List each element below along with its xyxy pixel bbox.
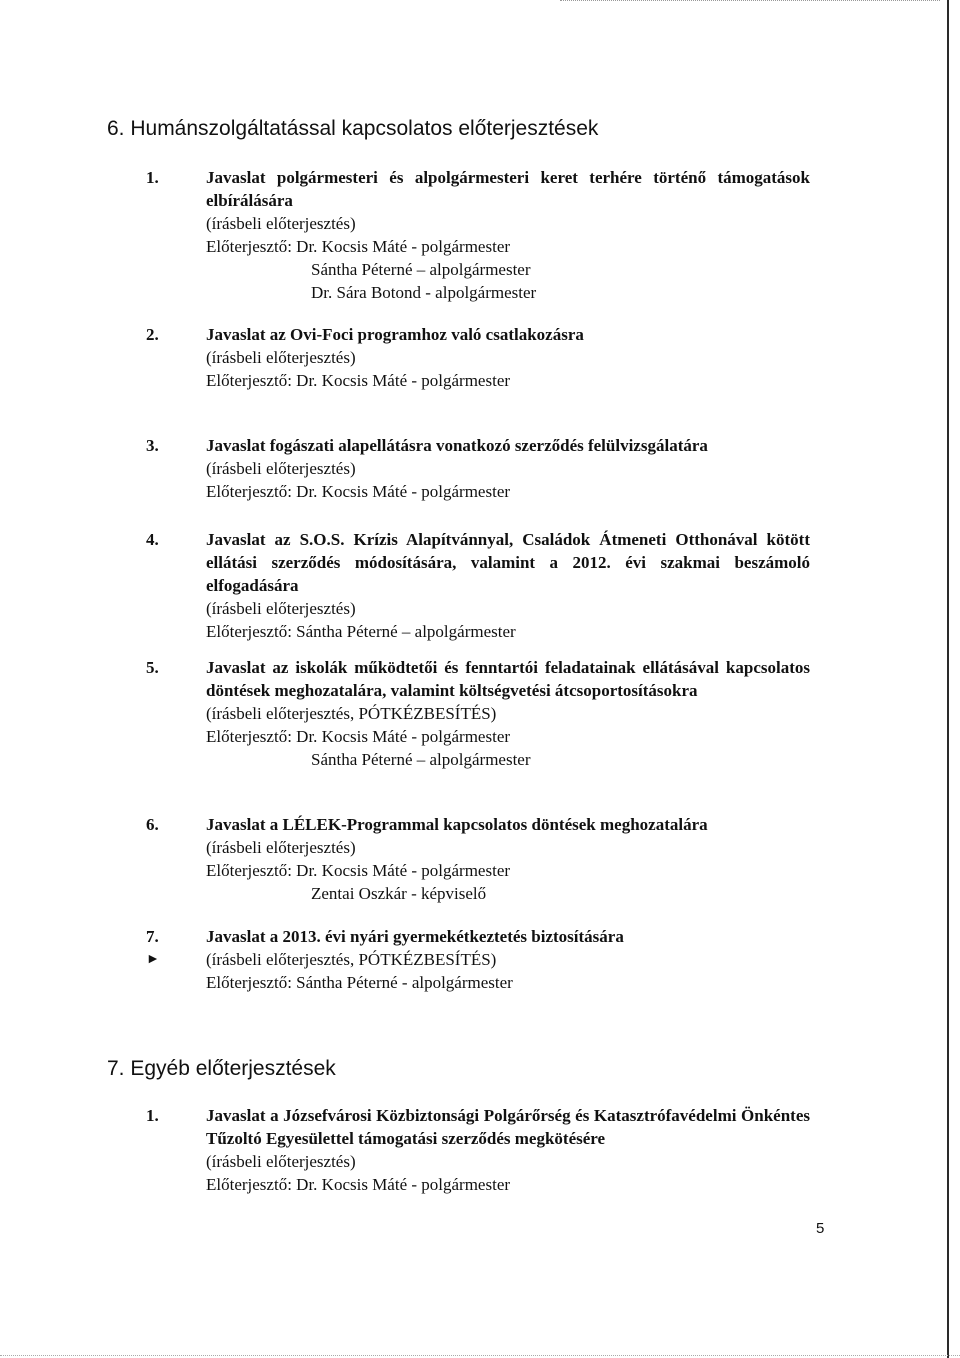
item-presenter: Előterjesztő: Dr. Kocsis Máté - polgármester [206,482,511,501]
item-type: (írásbeli előterjesztés, PÓTKÉZBESÍTÉS) [206,950,497,969]
item-number: 1. [146,1106,159,1125]
item-presenter: Előterjesztő: Dr. Kocsis Máté - polgármester [206,237,511,256]
scan-artifact-right-edge [947,0,949,1358]
item-title: Javaslat az S.O.S. Krízis Alapítvánnyal, Családok Átmeneti Otthonával kötött ellátási szerződés módosítására, valamint a 2012. évi szakmai beszámoló elfogadására [206,530,810,595]
item-title: Javaslat az Ovi-Foci programhoz való csatlakozásra [206,325,584,344]
item-type: (írásbeli előterjesztés) [206,1152,356,1171]
item-presenter: Előterjesztő: Dr. Kocsis Máté - polgármester [206,1175,511,1194]
item-presenter: Előterjesztő: Dr. Kocsis Máté - polgármester [206,861,511,880]
item-title: Javaslat polgármesteri és alpolgármesteri keret terhére történő támogatások elbírálására [206,168,810,210]
item-number: 3. [146,436,159,455]
section-title: 6. Humánszolgáltatással kapcsolatos előterjesztések [107,117,599,140]
item-type: (írásbeli előterjesztés) [206,599,356,618]
item-type: (írásbeli előterjesztés) [206,214,356,233]
arrow-marker-icon: ► [146,952,160,967]
section-title: 7. Egyéb előterjesztések [107,1057,336,1080]
page-number: 5 [816,1220,825,1237]
item-presenter: Előterjesztő: Sántha Péterné - alpolgármester [206,973,513,992]
item-title: Javaslat fogászati alapellátásra vonatkozó szerződés felülvizsgálatára [206,436,708,455]
item-title: Javaslat a Józsefvárosi Közbiztonsági Polgárőrség és Katasztrófavédelmi Önkéntes Tűzoltó Egyesülettel támogatási szerződés megkötésére [206,1106,810,1148]
item-type: (írásbeli előterjesztés, PÓTKÉZBESÍTÉS) [206,704,497,723]
item-type: (írásbeli előterjesztés) [206,459,356,478]
item-type: (írásbeli előterjesztés) [206,838,356,857]
item-title: Javaslat a LÉLEK-Programmal kapcsolatos döntések meghozatalára [206,815,708,834]
item-number: 6. [146,815,159,834]
item-presenter: Előterjesztő: Dr. Kocsis Máté - polgármester [206,727,511,746]
item-number: 5. [146,658,159,677]
scan-artifact-top [560,0,940,3]
item-number: 4. [146,530,159,549]
item-co-presenter: Zentai Oszkár - képviselő [311,884,487,903]
item-number: 7. [146,927,159,946]
item-presenter: Előterjesztő: Sántha Péterné – alpolgármester [206,622,516,641]
item-co-presenter: Dr. Sára Botond - alpolgármester [311,283,537,302]
item-title: Javaslat az iskolák működtetői és fenntartói feladatainak ellátásával kapcsolatos döntések meghozatalára, valamint költségvetési átcsoportosításokra [206,658,810,700]
item-title: Javaslat a 2013. évi nyári gyermekétkeztetés biztosítására [206,927,624,946]
item-presenter: Előterjesztő: Dr. Kocsis Máté - polgármester [206,371,511,390]
item-co-presenter: Sántha Péterné – alpolgármester [311,750,531,769]
item-co-presenter: Sántha Péterné – alpolgármester [311,260,531,279]
item-number: 2. [146,325,159,344]
item-type: (írásbeli előterjesztés) [206,348,356,367]
item-number: 1. [146,168,159,187]
